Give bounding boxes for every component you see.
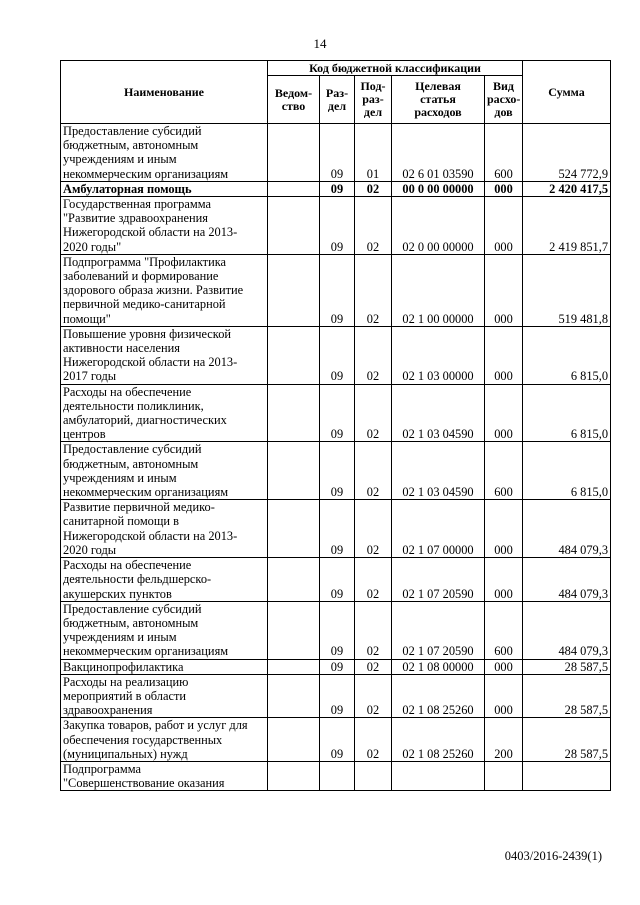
row-name: Предоставление субсидий бюджетным, автономным учреждениям и иным некоммерческим организациям — [61, 124, 268, 182]
row-target: 02 1 00 00000 — [392, 254, 485, 326]
row-vedomstvo — [268, 326, 320, 384]
table-row — [61, 442, 611, 500]
row-name: Расходы на обеспечение деятельности поликлиник, амбулаторий, диагностических центров — [61, 384, 268, 442]
row-razdel: 09 — [320, 442, 355, 500]
header-target: Целевая статья расходов — [392, 76, 485, 124]
row-razdel: 09 — [320, 384, 355, 442]
row-razdel: 09 — [320, 326, 355, 384]
row-target: 02 0 00 00000 — [392, 197, 485, 255]
row-vid: 600 — [485, 124, 523, 182]
row-sum: 484 079,3 — [523, 500, 611, 558]
row-vid: 600 — [485, 442, 523, 500]
row-vid: 000 — [485, 254, 523, 326]
row-name: Расходы на обеспечение деятельности фельдшерско- акушерских пунктов — [61, 558, 268, 602]
row-vid: 000 — [485, 181, 523, 196]
row-target: 02 1 07 00000 — [392, 500, 485, 558]
row-vedomstvo — [268, 558, 320, 602]
row-target: 02 1 07 20590 — [392, 558, 485, 602]
row-vedomstvo — [268, 674, 320, 718]
row-podrazdel: 02 — [355, 659, 392, 674]
row-vid: 200 — [485, 718, 523, 762]
row-target: 02 1 03 04590 — [392, 442, 485, 500]
row-podrazdel: 02 — [355, 442, 392, 500]
table-row — [61, 558, 611, 602]
row-name: Повышение уровня физической активности населения Нижегородской области на 2013- 2017 годы — [61, 326, 268, 384]
row-target: 02 1 08 25260 — [392, 718, 485, 762]
row-podrazdel: 02 — [355, 384, 392, 442]
header-code-group: Код бюджетной классификации — [268, 61, 523, 76]
row-name: Предоставление субсидий бюджетным, автономным учреждениям и иным некоммерческим организациям — [61, 601, 268, 659]
page-number: 14 — [313, 36, 327, 51]
row-target: 02 1 08 25260 — [392, 674, 485, 718]
table-row — [61, 326, 611, 384]
row-vedomstvo — [268, 181, 320, 196]
table-row — [61, 197, 611, 255]
row-target: 02 6 01 03590 — [392, 124, 485, 182]
row-sum: 519 481,8 — [523, 254, 611, 326]
row-razdel: 09 — [320, 500, 355, 558]
row-razdel: 09 — [320, 197, 355, 255]
row-razdel: 09 — [320, 601, 355, 659]
row-razdel — [320, 761, 355, 790]
row-vid: 000 — [485, 674, 523, 718]
row-sum: 2 419 851,7 — [523, 197, 611, 255]
row-razdel: 09 — [320, 659, 355, 674]
row-razdel: 09 — [320, 254, 355, 326]
row-vedomstvo — [268, 601, 320, 659]
row-podrazdel: 02 — [355, 181, 392, 196]
header-vid: Вид расхо- дов — [485, 76, 523, 124]
row-target — [392, 761, 485, 790]
row-podrazdel: 01 — [355, 124, 392, 182]
row-sum: 6 815,0 — [523, 384, 611, 442]
row-sum — [523, 761, 611, 790]
row-podrazdel — [355, 761, 392, 790]
row-vid: 000 — [485, 326, 523, 384]
table-row — [61, 181, 611, 196]
table-row — [61, 384, 611, 442]
table-row — [61, 718, 611, 762]
header-razdel: Раз- дел — [320, 76, 355, 124]
row-razdel: 09 — [320, 718, 355, 762]
row-vedomstvo — [268, 124, 320, 182]
row-name: Вакцинопрофилактика — [61, 659, 268, 674]
row-sum: 484 079,3 — [523, 601, 611, 659]
budget-table — [60, 60, 611, 791]
table-row — [61, 761, 611, 790]
row-name: Предоставление субсидий бюджетным, автономным учреждениям и иным некоммерческим организациям — [61, 442, 268, 500]
table-row — [61, 124, 611, 182]
row-sum: 524 772,9 — [523, 124, 611, 182]
row-vedomstvo — [268, 384, 320, 442]
row-sum: 6 815,0 — [523, 442, 611, 500]
table-row — [61, 601, 611, 659]
row-vid: 000 — [485, 558, 523, 602]
row-vedomstvo — [268, 197, 320, 255]
row-vid: 000 — [485, 659, 523, 674]
table-body — [61, 124, 611, 791]
row-vedomstvo — [268, 442, 320, 500]
row-name: Подпрограмма "Совершенствование оказания — [61, 761, 268, 790]
table-row — [61, 659, 611, 674]
row-podrazdel: 02 — [355, 254, 392, 326]
row-vid: 000 — [485, 197, 523, 255]
row-sum: 28 587,5 — [523, 674, 611, 718]
row-razdel: 09 — [320, 124, 355, 182]
row-podrazdel: 02 — [355, 500, 392, 558]
row-vid: 000 — [485, 384, 523, 442]
row-vid — [485, 761, 523, 790]
header-sum: Сумма — [523, 61, 611, 124]
row-podrazdel: 02 — [355, 558, 392, 602]
row-razdel: 09 — [320, 674, 355, 718]
row-sum: 484 079,3 — [523, 558, 611, 602]
row-name: Закупка товаров, работ и услуг для обеспечения государственных (муниципальных) нужд — [61, 718, 268, 762]
row-vedomstvo — [268, 761, 320, 790]
document-code: 0403/2016-2439(1) — [504, 849, 602, 863]
table-row — [61, 674, 611, 718]
table-row — [61, 254, 611, 326]
row-vedomstvo — [268, 254, 320, 326]
header-vedomstvo: Ведом- ство — [268, 76, 320, 124]
row-razdel: 09 — [320, 558, 355, 602]
row-vedomstvo — [268, 718, 320, 762]
table-row — [61, 500, 611, 558]
row-vid: 000 — [485, 500, 523, 558]
row-sum: 28 587,5 — [523, 718, 611, 762]
row-target: 02 1 03 04590 — [392, 384, 485, 442]
header-podrazdel: Под- раз- дел — [355, 76, 392, 124]
row-podrazdel: 02 — [355, 718, 392, 762]
row-name: Развитие первичной медико- санитарной помощи в Нижегородской области на 2013- 2020 годы — [61, 500, 268, 558]
row-vid: 600 — [485, 601, 523, 659]
row-target: 02 1 08 00000 — [392, 659, 485, 674]
row-razdel: 09 — [320, 181, 355, 196]
row-podrazdel: 02 — [355, 326, 392, 384]
row-podrazdel: 02 — [355, 674, 392, 718]
row-podrazdel: 02 — [355, 197, 392, 255]
row-name: Подпрограмма "Профилактика заболеваний и формирование здорового образа жизни. Развитие первичной медико-санитарной помощи" — [61, 254, 268, 326]
row-vedomstvo — [268, 500, 320, 558]
row-target: 02 1 07 20590 — [392, 601, 485, 659]
row-target: 00 0 00 00000 — [392, 181, 485, 196]
row-vedomstvo — [268, 659, 320, 674]
header-name: Наименование — [61, 61, 268, 124]
row-sum: 2 420 417,5 — [523, 181, 611, 196]
row-podrazdel: 02 — [355, 601, 392, 659]
row-target: 02 1 03 00000 — [392, 326, 485, 384]
row-name: Амбулаторная помощь — [61, 181, 268, 196]
row-name: Расходы на реализацию мероприятий в области здравоохранения — [61, 674, 268, 718]
row-sum: 28 587,5 — [523, 659, 611, 674]
row-sum: 6 815,0 — [523, 326, 611, 384]
row-name: Государственная программа "Развитие здравоохранения Нижегородской области на 2013- 2020 годы" — [61, 197, 268, 255]
